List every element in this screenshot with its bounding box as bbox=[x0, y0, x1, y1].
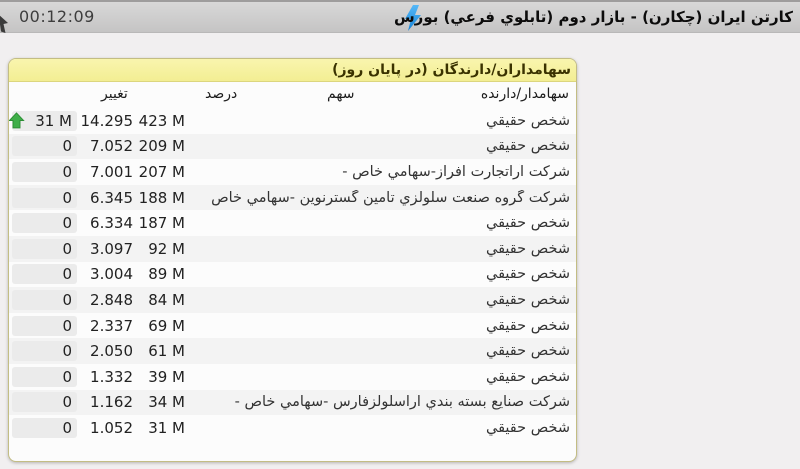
holder-name: شركت گروه صنعت سلولزي تامين گسترنوين -سهامي خاص bbox=[211, 189, 570, 206]
percent-value: 3.097 bbox=[90, 239, 133, 258]
change-value: 0 bbox=[62, 214, 72, 233]
percent-value: 1.052 bbox=[90, 418, 133, 437]
change-value: 0 bbox=[62, 137, 72, 156]
percent-value: 1.162 bbox=[90, 393, 133, 412]
percent-value: 2.848 bbox=[90, 290, 133, 309]
table-row[interactable] bbox=[9, 185, 576, 211]
change-value: 0 bbox=[62, 367, 72, 386]
shares-value: 188 M bbox=[138, 188, 185, 207]
table-header-row bbox=[9, 82, 576, 108]
clock-time: 00:12:09 bbox=[19, 7, 95, 26]
table-row[interactable] bbox=[9, 236, 576, 262]
column-header-shares: سهم bbox=[327, 86, 355, 102]
shares-value: 39 M bbox=[148, 367, 185, 386]
column-header-change: تغيير bbox=[101, 86, 128, 102]
holders-table bbox=[9, 108, 576, 441]
percent-value: 7.001 bbox=[90, 162, 133, 181]
table-row[interactable] bbox=[9, 159, 576, 185]
change-value: 0 bbox=[62, 162, 72, 181]
change-cell bbox=[12, 213, 77, 233]
change-value: 0 bbox=[62, 188, 72, 207]
top-bar bbox=[0, 0, 800, 33]
table-row[interactable] bbox=[9, 262, 576, 288]
holder-name: شخص حقيقي bbox=[486, 368, 570, 385]
holder-name: شركت آراتجارت افراز-سهامي خاص - bbox=[342, 163, 570, 180]
table-row[interactable] bbox=[9, 134, 576, 160]
holder-name: شركت صنايع بسته بندي آراسلولزفارس -سهامي خاص - bbox=[234, 394, 570, 411]
change-cell bbox=[12, 136, 77, 156]
percent-value: 3.004 bbox=[90, 265, 133, 284]
holder-name: شخص حقيقي bbox=[486, 240, 570, 257]
percent-value: 14.295 bbox=[80, 111, 133, 130]
shares-value: 187 M bbox=[138, 214, 185, 233]
change-value: 0 bbox=[62, 418, 72, 437]
holder-name: شخص حقيقي bbox=[486, 266, 570, 283]
table-row[interactable] bbox=[9, 108, 576, 134]
holder-name: شخص حقيقي bbox=[486, 112, 570, 129]
percent-value: 2.050 bbox=[90, 342, 133, 361]
change-value: 0 bbox=[62, 393, 72, 412]
shares-value: 61 M bbox=[148, 342, 185, 361]
change-value: 0 bbox=[62, 316, 72, 335]
holder-name: شخص حقيقي bbox=[486, 419, 570, 436]
percent-value: 7.052 bbox=[90, 137, 133, 156]
percent-value: 6.345 bbox=[90, 188, 133, 207]
table-row[interactable] bbox=[9, 364, 576, 390]
change-value: 0 bbox=[62, 290, 72, 309]
change-cell bbox=[12, 367, 77, 387]
holder-name: شخص حقيقي bbox=[486, 317, 570, 334]
table-row[interactable] bbox=[9, 338, 576, 364]
shares-value: 89 M bbox=[148, 265, 185, 284]
percent-value: 2.337 bbox=[90, 316, 133, 335]
holder-name: شخص حقيقي bbox=[486, 291, 570, 308]
shares-value: 92 M bbox=[148, 239, 185, 258]
shares-value: 84 M bbox=[148, 290, 185, 309]
change-cell bbox=[12, 239, 77, 259]
change-value: 0 bbox=[62, 342, 72, 361]
panel-title: سهامداران/دارندگان (در پايان روز) bbox=[9, 59, 576, 82]
change-cell bbox=[12, 290, 77, 310]
table-row[interactable] bbox=[9, 390, 576, 416]
shares-value: 31 M bbox=[148, 418, 185, 437]
table-row[interactable] bbox=[9, 415, 576, 441]
change-cell bbox=[12, 341, 77, 361]
change-value: 0 bbox=[62, 239, 72, 258]
shares-value: 207 M bbox=[138, 162, 185, 181]
table-row[interactable] bbox=[9, 210, 576, 236]
up-arrow-icon bbox=[8, 112, 25, 129]
holders-panel bbox=[8, 58, 577, 462]
percent-value: 6.334 bbox=[90, 214, 133, 233]
column-header-percent: درصد bbox=[205, 86, 238, 102]
status-corner-icon bbox=[0, 10, 12, 36]
change-cell bbox=[12, 392, 77, 412]
holder-name: شخص حقيقي bbox=[486, 138, 570, 155]
shares-value: 209 M bbox=[138, 137, 185, 156]
change-value: 0 bbox=[62, 265, 72, 284]
table-row[interactable] bbox=[9, 313, 576, 339]
holder-name: شخص حقيقي bbox=[486, 215, 570, 232]
holder-name: شخص حقيقي bbox=[486, 343, 570, 360]
column-header-holder: سهامدار/دارنده bbox=[480, 86, 569, 102]
change-value: 31 M bbox=[35, 111, 72, 130]
percent-value: 1.332 bbox=[90, 367, 133, 386]
change-cell bbox=[12, 162, 77, 182]
change-cell bbox=[12, 316, 77, 336]
change-cell bbox=[12, 264, 77, 284]
shares-value: 69 M bbox=[148, 316, 185, 335]
change-cell bbox=[12, 418, 77, 438]
shares-value: 34 M bbox=[148, 393, 185, 412]
shares-value: 423 M bbox=[138, 111, 185, 130]
change-cell bbox=[12, 111, 77, 131]
table-row[interactable] bbox=[9, 287, 576, 313]
change-cell bbox=[12, 188, 77, 208]
instrument-title: كارتن ايران (چكارن) - بازار دوم (تابلوي فرعي) بورس bbox=[393, 8, 793, 26]
